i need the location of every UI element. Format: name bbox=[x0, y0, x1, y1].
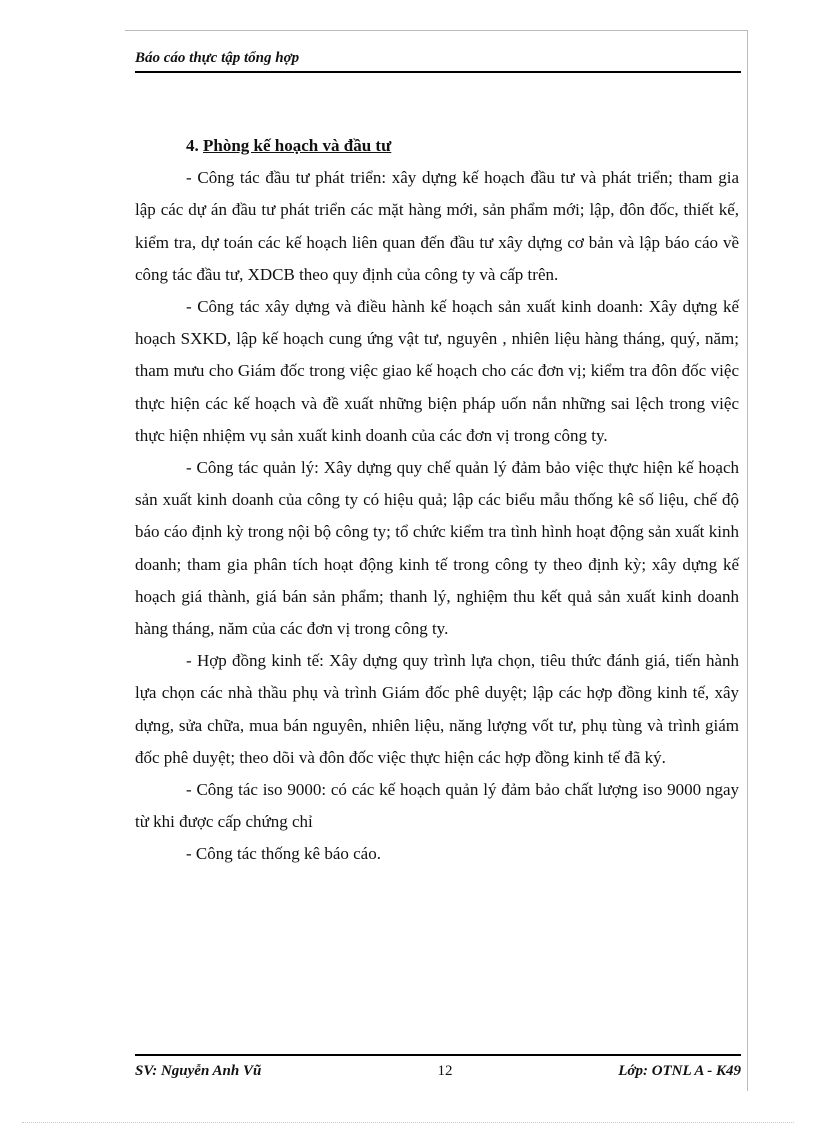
document-body bbox=[135, 130, 739, 871]
paragraph-statistics: - Công tác thống kê báo cáo. bbox=[186, 844, 381, 864]
paragraph-iso-9000: - Công tác iso 9000: có các kế hoạch quản lý đảm bảo chất lượng iso 9000 ngay từ khi được cấp chứng chỉ bbox=[135, 780, 739, 832]
paragraph-management: - Công tác quản lý: Xây dựng quy chế quản lý đảm bảo việc thực hiện kế hoạch sản xuất kinh doanh của công ty có hiệu quả; lập các biểu mẫu thống kê số liệu, chế độ báo cáo định kỳ trong nội bộ công ty; tổ chức kiểm tra tình hình hoạt động sản xuất kinh doanh; tham gia phân tích hoạt động kinh tế trong công ty theo định kỳ; xây dựng kế hoạch giá thành, giá bán sản phẩm; thanh lý, nghiệm thu kết quả sản xuất kinh doanh hàng tháng, năm của các đơn vị trong công ty. bbox=[135, 458, 739, 639]
paragraph-economic-contracts: - Hợp đồng kinh tế: Xây dựng quy trình lựa chọn, tiêu thức đánh giá, tiến hành lựa chọn các nhà thầu phụ và trình Giám đốc phê duyệt; lập các hợp đồng kinh tế, xây dựng, sửa chữa, mua bán nguyên, nhiên liệu, năng lượng vốt tư, phụ tùng và trình giám đốc phê duyệt; theo dõi và đôn đốc việc thực hiện các hợp đồng kinh tế đã ký. bbox=[135, 651, 739, 767]
footer-class: Lớp: OTNL A - K49 bbox=[618, 1063, 741, 1079]
page-number: 12 bbox=[437, 1063, 453, 1079]
running-footer bbox=[135, 1060, 741, 1082]
section-title: Phòng kế hoạch và đầu tư bbox=[203, 136, 392, 155]
paragraph-business-planning: - Công tác xây dựng và điều hành kế hoạch sản xuất kinh doanh: Xây dựng kế hoạch SXKD, lập kế hoạch cung ứng vật tư, nguyên , nhiên liệu hàng tháng, quý, năm; tham mưu cho Giám đốc trong việc giao kế hoạch cho các đơn vị; kiểm tra đôn đốc việc thực hiện các kế hoạch và đề xuất những biện pháp uốn nắn những sai lệch trong việc thực hiện nhiệm vụ sản xuất kinh doanh của các đơn vị trong công ty. bbox=[135, 297, 739, 445]
footer-rule bbox=[135, 1054, 741, 1056]
section-number: 4. bbox=[186, 136, 199, 155]
section-heading bbox=[135, 130, 739, 162]
header-rule bbox=[135, 71, 741, 73]
footer-student-name: SV: Nguyễn Anh Vũ bbox=[135, 1063, 262, 1079]
running-header: Báo cáo thực tập tổng hợp bbox=[135, 50, 300, 66]
paragraph-investment: - Công tác đầu tư phát triển: xây dựng kế hoạch đầu tư và phát triển; tham gia lập các dự án đầu tư phát triển các mặt hàng mới, sản phẩm mới; lập, đôn đốc, thiết kế, kiểm tra, dự toán các kế hoạch liên quan đến đầu tư xây dựng cơ bản và lập báo cáo về công tác đầu tư, XDCB theo quy định của công ty và cấp trên. bbox=[135, 168, 739, 284]
